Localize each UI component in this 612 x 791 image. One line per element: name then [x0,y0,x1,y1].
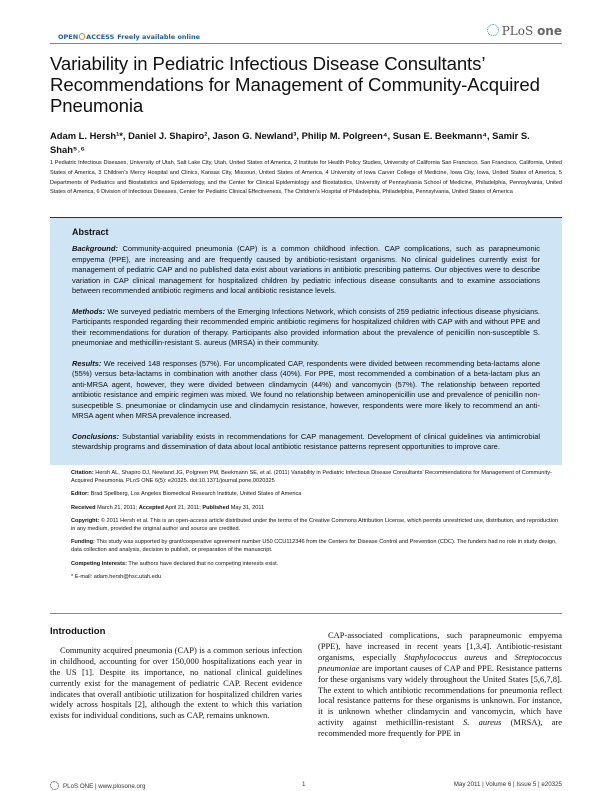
editor-label: Editor: [71,491,90,498]
competing-interests [71,560,562,568]
p2-strep: Streptococcus pneumoniae [318,651,562,673]
divider [50,613,562,614]
email: * E-mail: adam.hersh@hsc.utah.edu [71,573,161,580]
plos-burst-icon [487,24,499,36]
open-lock-icon [79,33,85,40]
editor [71,490,562,498]
accepted-date: April 21, 2011; [165,504,201,511]
methods-text: We surveyed pediatric members of the Emerging Infections Network, which consists of 259 pediatric infectious disease physicians. Participants responded regarding their recommended empiric antibiotic regimens for hospitalized children with CAP with and without PPE and their recommendations for duration of therapy. Participants also provided information about the prevalence of penicillin non-susceptible S. pneumoniae and methicillin-resistant S. aureus (MRSA) in their community. [72,306,540,348]
access-label: ACCESS [86,33,115,41]
dates [71,504,562,512]
citation-text: Hersh AL, Shapiro DJ, Newland JG, Polgreen PM, Beekmann SE, et al. (2011) Variability in Pediatric Infectious Disease Consultants’ Recommendations for Management of Community-Acquired Pneumonia. PLoS ONE 6(5): e20325. doi:10.1371/journal.pone.0020325 [71,470,552,485]
copyright-text: © 2011 Hersh et al. This is an open-access article distributed under the terms of the Creative Commons Attribution License, which permits unrestricted use, distribution, and reproduction in any medium, provided the original author and source are credited. [71,517,559,533]
funding-label: Funding: [71,539,95,546]
footer-journal: PLoS ONE | www.plosone.org [63,783,146,790]
abstract-methods [72,307,540,349]
p2-staph: Staphylococcus aureus [404,651,488,662]
freely-available-label: Freely available online [117,33,201,41]
journal-header [50,24,562,44]
open-label: OPEN [58,33,79,41]
author-list: Adam L. Hersh¹*, Daniel J. Shapiro², Jason G. Newland³, Philip M. Polgreen⁴, Susan E. Beekmann⁴, Samir S. Shah⁵˒⁶ [50,130,530,155]
left-column [50,627,302,721]
plos-burst-icon [50,781,59,790]
accepted-label: Accepted [138,504,164,511]
received-label: Received [71,504,96,511]
citation [71,469,562,485]
plos-one-logo [487,24,562,38]
editor-text: Brad Spellberg, Los Angeles Biomedical Research Institute, United States of America [90,491,302,498]
competing-label: Competing Interests: [71,560,127,567]
published-label: Published [202,504,230,511]
competing-text: The authors have declared that no competing interests exist. [128,560,279,567]
funding-text: This study was supported by grant/cooperative agreement number U50 CCU112346 from the Centers for Disease Control and Prevention (CDC). The funders had no role in study design, data collection and analysis, decision to publish, or preparation of the manuscript. [71,539,557,554]
copyright-label: Copyright: [71,517,100,524]
page-number: 1 [302,781,306,788]
introduction-heading: Introduction [50,626,106,637]
logo-plos: PLoS [501,24,534,38]
page-footer [50,781,562,790]
methods-label: Methods: [72,306,106,316]
open-access-banner [58,33,200,41]
intro-paragraph-1: Community acquired pneumonia (CAP) is a common serious infection in childhood, accounting for over 150,000 hospitalizations each year in the US [1]. Despite its importance, no national clinical guidelines currently exist for the management of pediatric CAP. Recent evidence indicates that overall antibiotic utilization for hospitalized children varies widely across hospitals [2], although the extent to which this variation exists for individual conditions, such as CAP, remains unknown. [50,644,302,721]
article-metadata [71,469,562,586]
background-label: Background: [72,244,118,254]
citation-label: Citation: [71,470,94,476]
affiliations: 1 Pediatric Infectious Diseases, University of Utah, Salt Lake City, Utah, United States of America, 2 Institute for Health Policy Studies, University of California San Francisco, San Francisco, California, United States of America, 3 Children’s Mercy Hospital and Clinics, Kansas City, Missouri, United States of America, 4 University of Iowa Carver College of Medicine, Iowa City, Iowa, United States of America, 5 Departments of Pediatrics and Biostatistics and Epidemiology, and the Center for Clinical Epidemiology and Biostatistics, University of Pennsylvania School of Medicine, Philadelphia, Pennsylvania, United States of America, 6 Division of Infectious Diseases, Center for Pediatric Clinical Effectiveness, The Children’s Hospital of Philadelphia, Philadelphia, Pennsylvania, United States of America [50,160,562,196]
funding [71,538,562,554]
article-title: Variability in Pediatric Infectious Disease Consultants’ Recommendations for Management of Community-Acquired Pneumonia [50,53,540,116]
footer-issue: May 2011 | Volume 6 | Issue 5 | e20325 [453,781,562,788]
abstract-background [72,244,540,296]
p2-text-b: are important causes of CAP and PPE. Resistance patterns for these organisms vary widely throughout the United States [5,6,7,8]. The extent to which antibiotic recommendations for pneumonia reflect local resistance patterns for these organisms is unknown. For instance, it is unknown whether clindamycin and vancomycin, which have activity against methicillin-resistant [318,662,562,728]
abstract-results [72,359,540,421]
results-text: We received 148 responses (57%). For uncomplicated CAP, respondents were divided between recommending beta-lactams alone (55%) versus beta-lactams in combination with another class (40%). For PPE, most recommended a combination of a beta-lactam plus an anti-MRSA agent, however, they were divided between clindamycin (44%) and vancomycin (57%). The relationship between reported antibiotic resistance and empiric regimen was mixed. We found no relationship between aminopenicillin use and prevalence of penicillin non-susecpetible S. pneumoniae or clindamycin use and clindamycin resistance, however, respondents were more likely to recommend an anti-MRSA agent when MRSA prevalence increased. [72,359,540,421]
received-date: March 21, 2011; [97,504,138,511]
published-date: May 31, 2011 [230,504,265,511]
p2-text-c: (MRSA), are recommended more frequently for PPE in [318,717,562,739]
p2-saureus: S. aureus [463,717,502,728]
copyright [71,517,562,533]
conclusions-label: Conclusions: [72,432,120,441]
abstract-heading: Abstract [72,227,109,237]
logo-one: one [537,24,562,38]
conclusions-text: Substantial variability exists in recommendations for CAP management. Development of clinical guidelines via antimicrobial stewardship programs and dissemination of data about local antibiotic resistance patterns represent opportunities to improve care. [72,432,540,452]
p2-and: and [487,651,515,662]
background-text: Community-acquired pneumonia (CAP) is a common childhood infection. CAP complications, such as parapneumonic empyema (PPE), are increasing and are frequently caused by antibiotic-resistant organisms. No clinical guidelines currently exist for management of pediatric CAP and no published data exist about variations in antibiotic prescribing patterns. Our objectives were to describe variation in CAP clinical management for hospitalized children by pediatric infectious disease consultants and to examine associations between recommended antibiotic regimens and local antibiotic resistance levels. [72,244,540,296]
abstract-conclusions [72,432,540,453]
results-label: Results: [72,359,102,369]
intro-paragraph-2 [318,630,562,739]
p2-text-a: CAP-associated complications, such parapneumonic empyema (PPE), have increased in recent years [1,3,4]. Antibiotic-resistant organisms, especially [318,630,562,662]
right-column [318,630,562,739]
abstract-box [50,217,562,465]
